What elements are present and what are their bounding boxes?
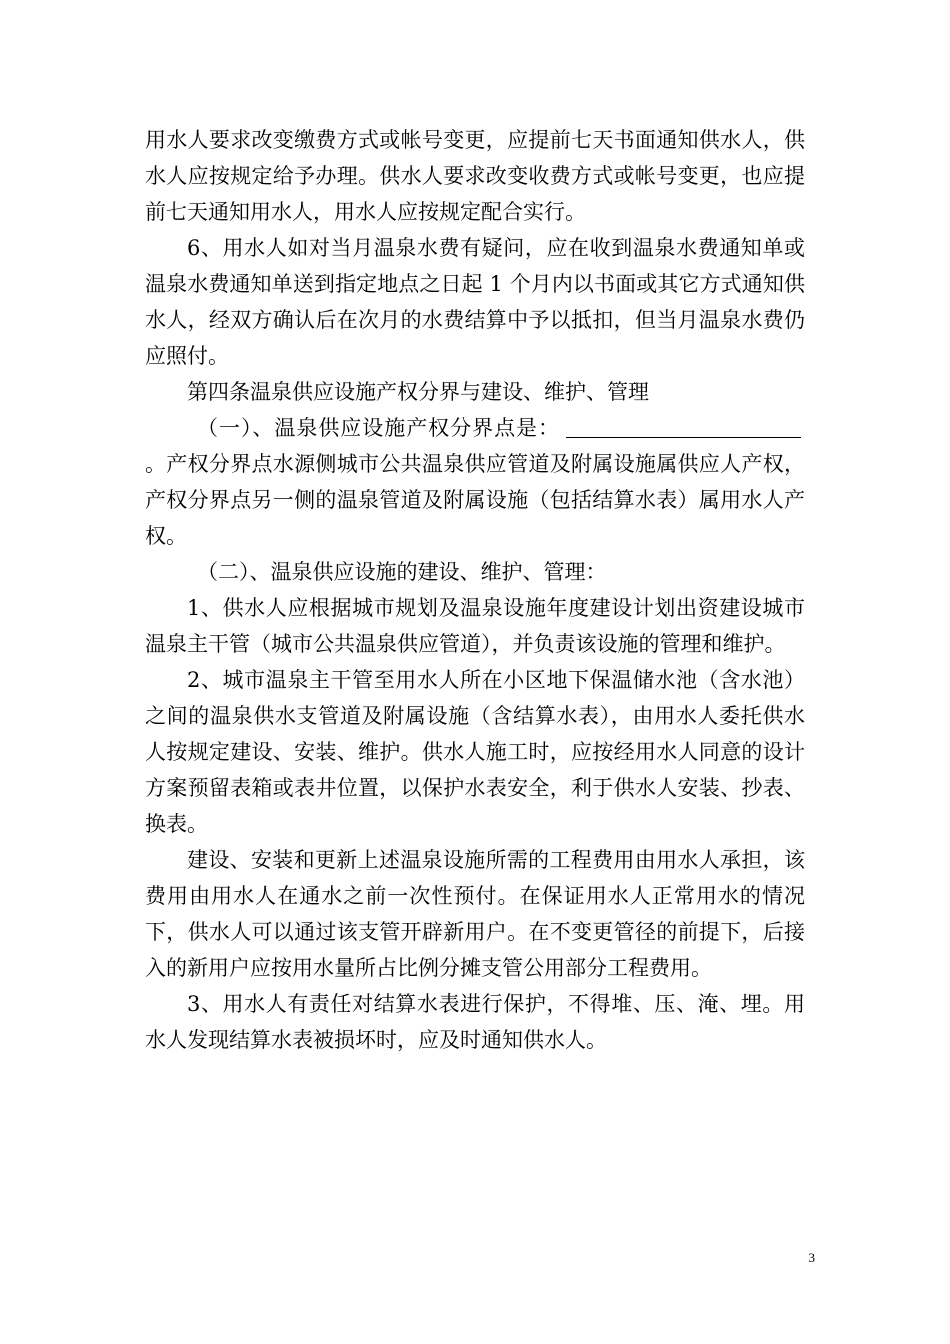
article-four-heading: 第四条温泉供应设施产权分界与建设、维护、管理	[187, 380, 649, 404]
paragraph-branch-pipe: 2、城市温泉主干管至用水人所在小区地下保温储水池（含水池）之间的温泉供水支管道及附属设施（含结算水表），由用水人委托供水人按规定建设、安装、维护。供水人施工时，应按经用水人同意的设计方案预留表箱或表井位置，以保护水表安全，利于供水人安装、抄表、换表。	[145, 668, 805, 836]
paragraph-payment-change: 用水人要求改变缴费方式或帐号变更，应提前七天书面通知供水人，供水人应按规定给予办理。供水人要求改变收费方式或帐号变更，也应提前七天通知用水人，用水人应按规定配合实行。	[145, 128, 805, 224]
boundary-label: （一）、温泉供应设施产权分界点是：	[197, 416, 560, 440]
boundary-blank-field[interactable]	[566, 417, 801, 438]
paragraph-main-pipe: 1、供水人应根据城市规划及温泉设施年度建设计划出资建设城市温泉主干管（城市公共温泉供应管道），并负责该设施的管理和维护。	[145, 596, 805, 656]
paragraph-meter-protection: 3、用水人有责任对结算水表进行保护，不得堆、压、淹、埋。用水人发现结算水表被损坏时，应及时通知供水人。	[145, 992, 805, 1052]
page-number: 3	[808, 1250, 815, 1265]
paragraph-construction-cost: 建设、安装和更新上述温泉设施所需的工程费用由用水人承担，该费用由用水人在通水之前一次性预付。在保证用水人正常用水的情况下，供水人可以通过该支管开辟新用户。在不变更管径的前提下，后接入的新用户应按用水量所占比例分摊支管公用部分工程费用。	[145, 848, 805, 980]
paragraph-property-boundary	[145, 410, 805, 554]
body-text	[145, 122, 805, 1058]
paragraph-fee-dispute: 6、用水人如对当月温泉水费有疑问，应在收到温泉水费通知单或温泉水费通知单送到指定地点之日起 1 个月内以书面或其它方式通知供水人，经双方确认后在次月的水费结算中予以抵扣，但当月温泉水费仍应照付。	[145, 236, 805, 368]
section-two-heading: （二）、温泉供应设施的建设、维护、管理：	[197, 560, 607, 584]
boundary-description: 。产权分界点水源侧城市公共温泉供应管道及附属设施属供应人产权，产权分界点另一侧的温泉管道及附属设施（包括结算水表）属用水人产权。	[145, 452, 805, 548]
